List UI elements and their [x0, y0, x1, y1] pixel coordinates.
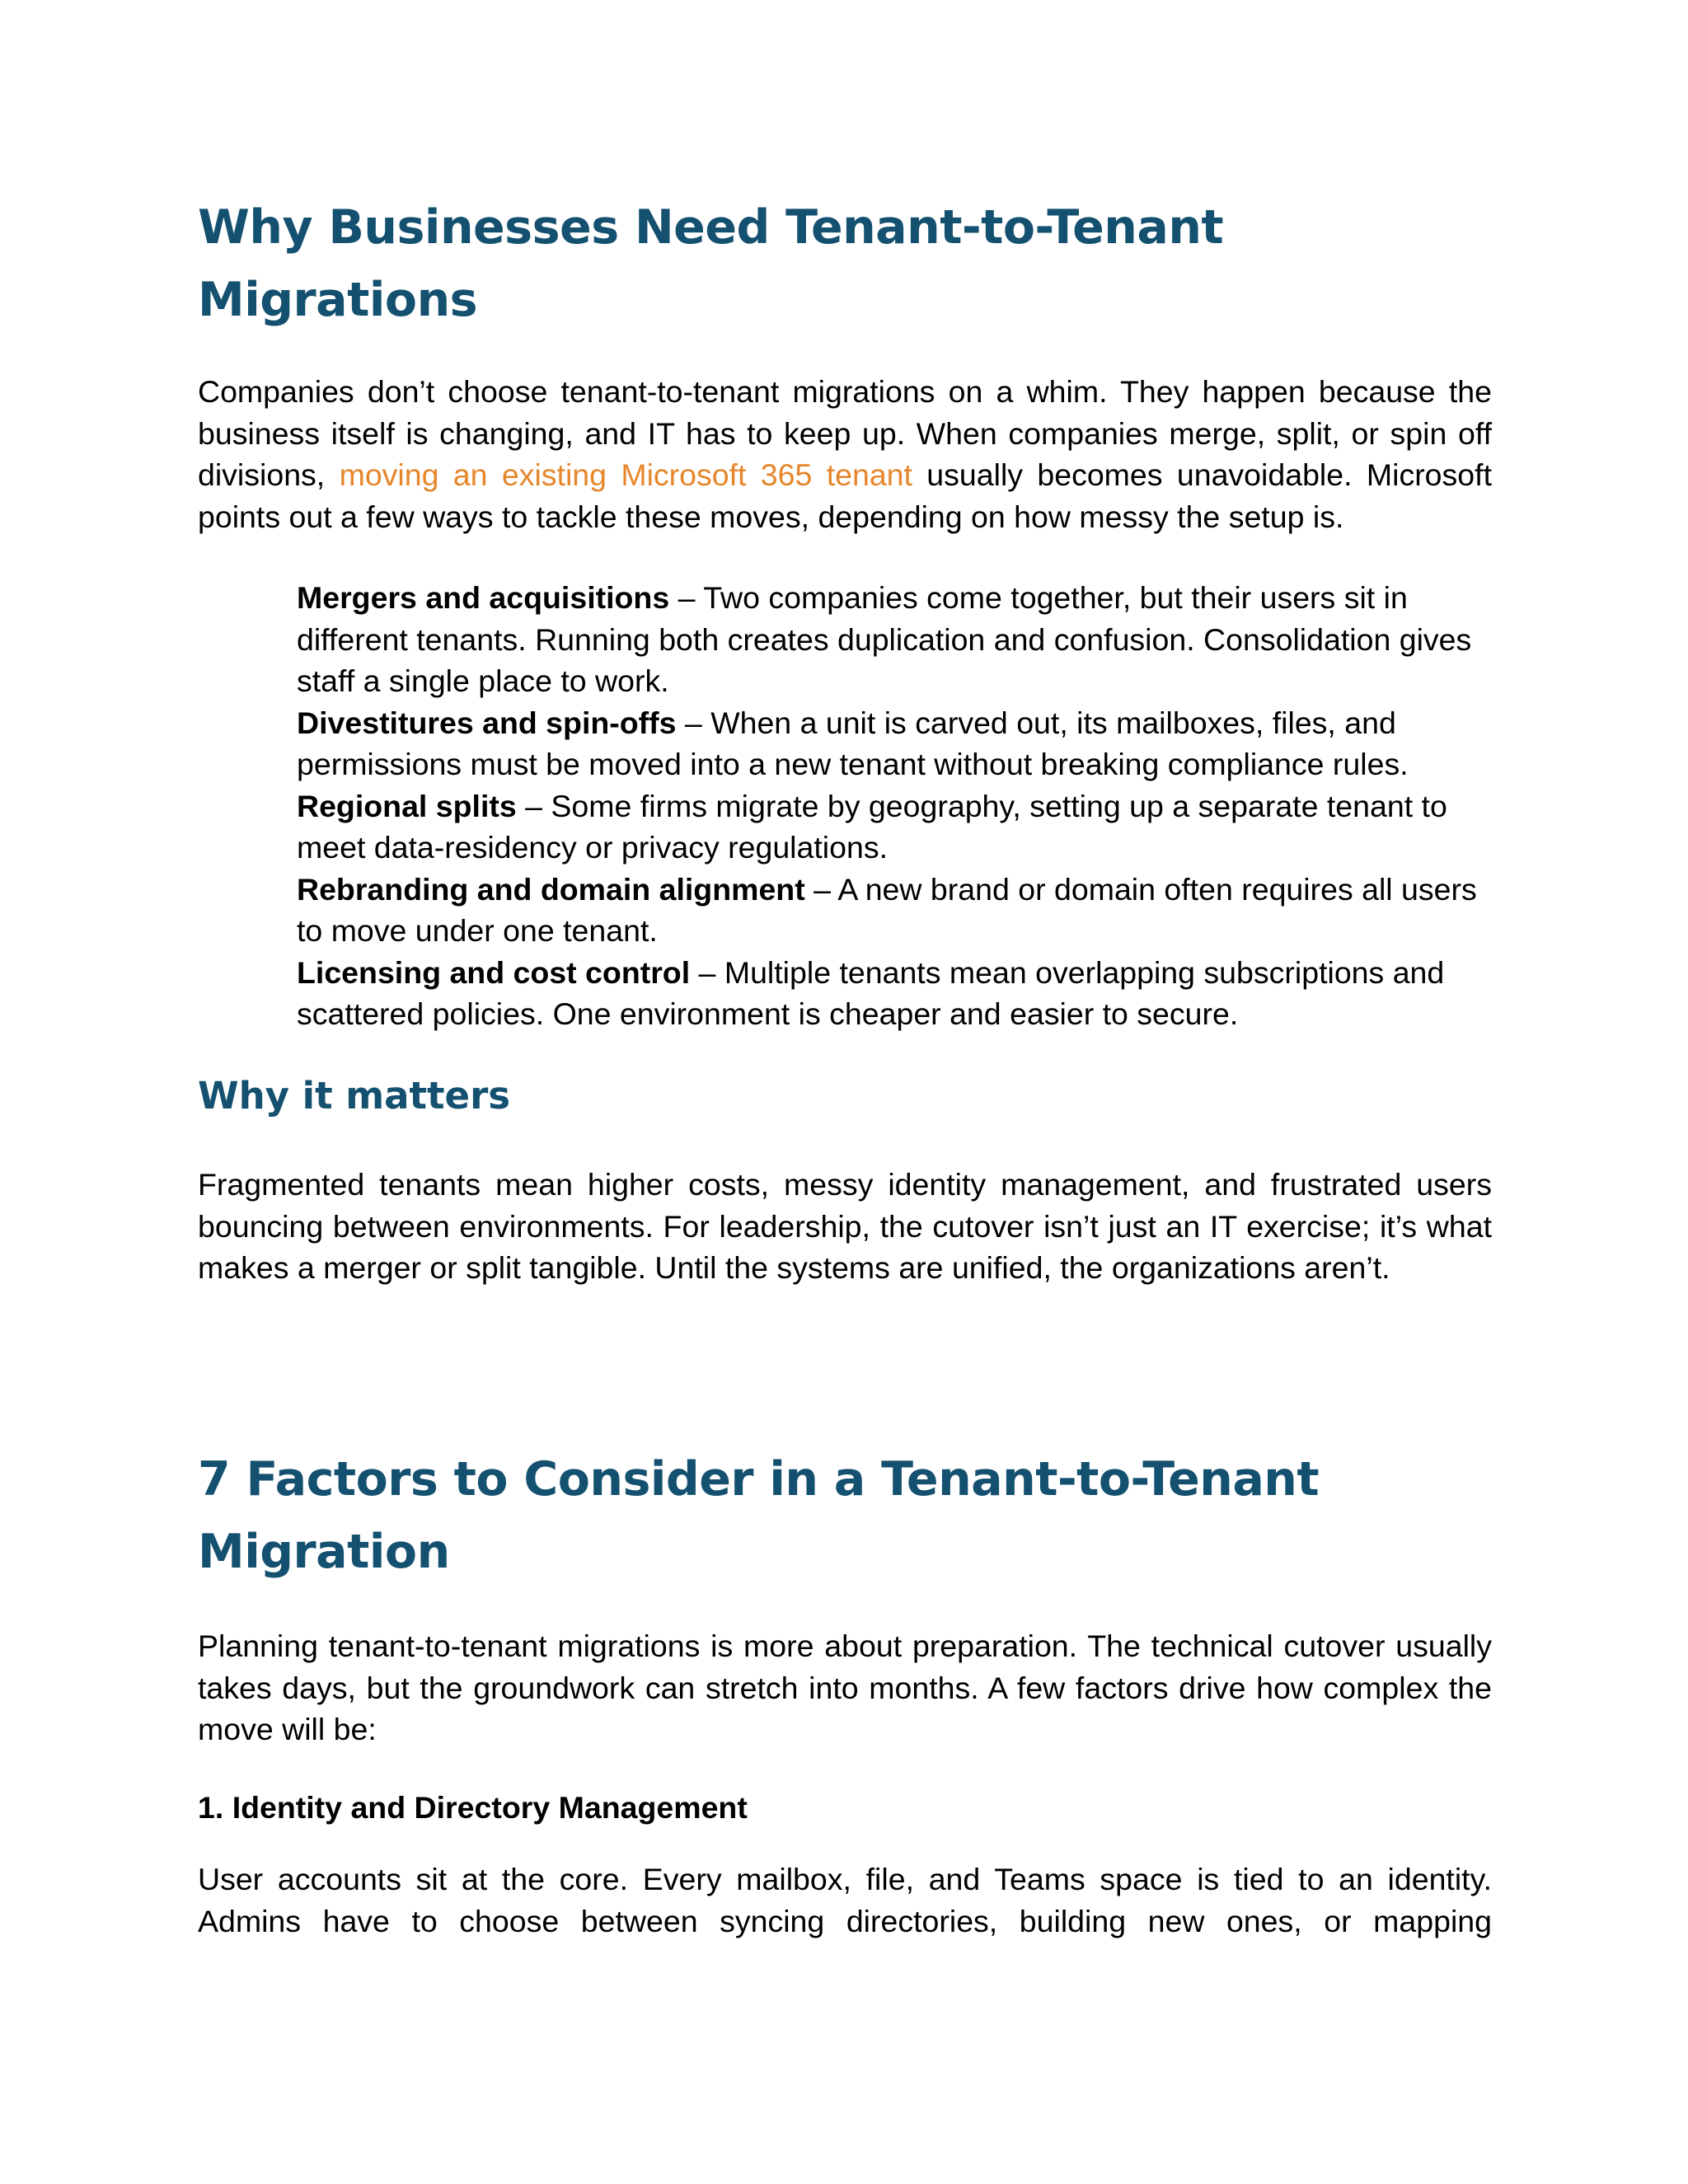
list-item-term: Licensing and cost control [297, 954, 691, 990]
intro-text-start: Companies don’t choose tenant-to-tenant migrations on a whim. They happen because the business itself is changing, and IT has to keep up. When companies merge, split, or spin off divisions, [198, 374, 1492, 492]
section-title-why-it-matters: Why it matters [198, 1074, 511, 1118]
intro-paragraph [198, 371, 1492, 537]
list-item [297, 702, 1492, 785]
list-item-term: Rebranding and domain alignment [297, 871, 805, 907]
list-item-term: Divestitures and spin-offs [297, 705, 677, 740]
factor-1-paragraph: User accounts sit at the core. Every mailbox, file, and Teams space is tied to an identity. Admins have to choose between syncing directories, building new ones, or mapping [198, 1862, 1492, 1938]
list-item-text: – A new brand or domain often requires all users to move under one tenant. [297, 871, 1477, 948]
reasons-list [297, 577, 1492, 1035]
list-item [297, 869, 1492, 952]
list-item-text: – Some firms migrate by geography, setting up a separate tenant to meet data-residency or privacy regulations. [297, 788, 1447, 865]
list-item [297, 952, 1492, 1035]
list-item-text: – Multiple tenants mean overlapping subscriptions and scattered policies. One environment is cheaper and easier to secure. [297, 954, 1445, 1031]
list-item-text: – Two companies come together, but their users sit in different tenants. Running both creates duplication and confusion. Consolidation gives staff a single place to work. [297, 580, 1472, 698]
list-item [297, 785, 1492, 869]
list-item-term: Regional splits [297, 788, 517, 823]
list-item [297, 577, 1492, 702]
factor-1-heading: 1. Identity and Directory Management [198, 1790, 748, 1825]
list-item-term: Mergers and acquisitions [297, 580, 670, 615]
section-title-7-factors: 7 Factors to Consider in a Tenant-to-Tenant Migration [198, 1452, 1320, 1579]
factors-intro-paragraph: Planning tenant-to-tenant migrations is more about preparation. The technical cutover usually takes days, but the groundwork can stretch into months. A few factors drive how complex the move will be: [198, 1629, 1492, 1746]
why-it-matters-paragraph: Fragmented tenants mean higher costs, messy identity management, and frustrated users bouncing between environments. For leadership, the cutover isn’t just an IT exercise; it’s what makes a merger or split tangible. Until the systems are unified, the organizations aren’t. [198, 1167, 1492, 1285]
section-title-why-businesses: Why Businesses Need Tenant-to-Tenant Migrations [198, 200, 1224, 327]
intro-text-end: usually becomes unavoidable. Microsoft points out a few ways to tackle these moves, depending on how messy the setup is. [198, 457, 1492, 534]
microsoft-365-tenant-link[interactable]: moving an existing Microsoft 365 tenant [339, 457, 912, 492]
list-item-text: – When a unit is carved out, its mailboxes, files, and permissions must be moved into a new tenant without breaking compliance rules. [297, 705, 1409, 781]
